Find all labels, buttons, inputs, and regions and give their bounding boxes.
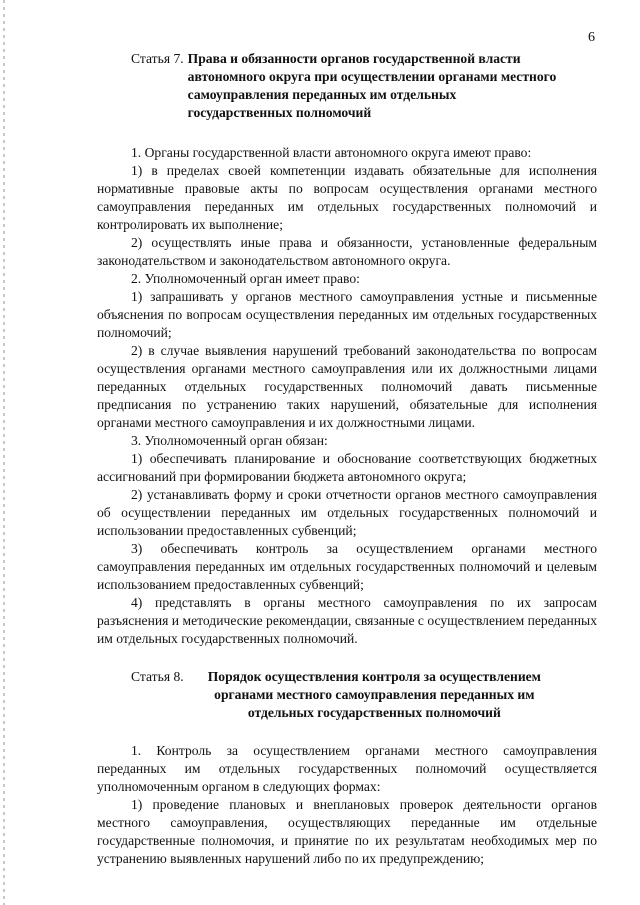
article-7-body [97,144,597,648]
paragraph: 2. Уполномоченный орган имеет право: [131,271,360,286]
paragraph: 1. Контроль за осуществлением органами местного самоуправления переданных им отдельных государственных полномочий осуществляется уполномоченным органом в следующих формах: [97,743,597,794]
paragraph: 2) осуществлять иные права и обязанности, установленные федеральным законодательством и законодательством автономного округа. [97,235,597,268]
paragraph: 1) обеспечивать планирование и обоснование соответствующих бюджетных ассигнований при формировании бюджета автономного округа; [97,451,597,484]
paragraph: 4) представлять в органы местного самоуправления по их запросам разъяснения и методические рекомендации, связанные с осуществлением переданных им отдельных государственных полномочий. [97,595,597,646]
paragraph: 1. Органы государственной власти автономного округа имеют право: [131,145,532,160]
paragraph: 1) проведение плановых и внеплановых проверок деятельности органов местного самоуправления, осуществляющих переданные им отдельные государственные полномочия, и принятие по их результатам необходимых мер по устранению выявленных нарушений либо по их предупреждению; [97,797,597,866]
page-number: 6 [588,30,595,45]
article-8-body [97,742,597,868]
paragraph: 1) запрашивать у органов местного самоуправления устные и письменные объяснения по вопросам осуществления переданных им отдельных государственных полномочий; [97,289,597,340]
article-8-label: Статья 8. [131,669,184,684]
article-8-title: Порядок осуществления контроля за осуществлением органами местного самоуправления переданных им отдельных государственных полномочий [207,669,541,720]
paragraph: 2) устанавливать форму и сроки отчетности органов местного самоуправления об осуществлении переданных им отдельных государственных полномочий и использовании предоставленных субвенций; [97,487,597,538]
article-7-heading [131,50,561,122]
article-7-label: Статья 7. [131,51,184,66]
scan-binding-edge [3,0,5,905]
document-body [97,50,597,868]
paragraph: 3) обеспечивать контроль за осуществлением органами местного самоуправления переданных им отдельных государственных полномочий и целевым использованием предоставленных субвенций; [97,541,597,592]
paragraph: 3. Уполномоченный орган обязан: [131,433,328,448]
article-7-title: Права и обязанности органов государственной власти автономного округа при осуществлении органами местного самоуправления переданных им отдельных государственных полномочий [187,51,557,120]
paragraph: 1) в пределах своей компетенции издавать обязательные для исполнения нормативные правовые акты по вопросам осуществления органами местного самоуправления переданных им отдельных государственных полномочий и контролировать их выполнение; [97,163,597,232]
article-8-heading [131,668,561,722]
paragraph: 2) в случае выявления нарушений требований законодательства по вопросам осуществления органами местного самоуправления или их должностными лицами переданных отдельных государственных полномочий давать письменные предписания по устранению таких нарушений, обязательные для исполнения органами местного самоуправления и их должностными лицами. [97,343,597,430]
